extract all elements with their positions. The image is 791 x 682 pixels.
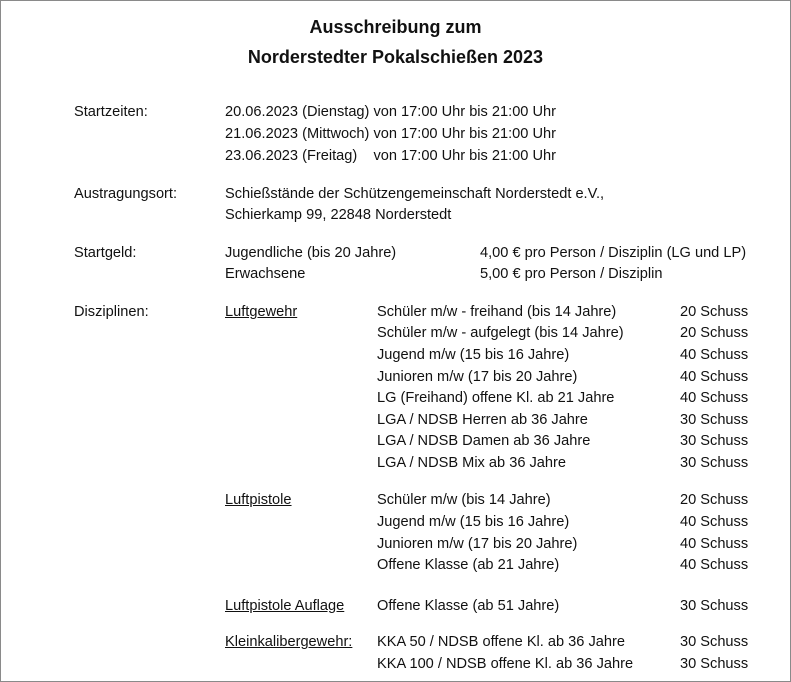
discipline-shots: 20 Schuss bbox=[680, 304, 749, 320]
discipline-shots: 20 Schuss bbox=[680, 325, 749, 341]
startgeld-label: Startgeld: bbox=[74, 245, 137, 261]
discipline-class: LGA / NDSB Herren ab 36 Jahre bbox=[377, 412, 588, 428]
discipline-shots: 20 Schuss bbox=[680, 492, 749, 508]
discipline-heading-kleinkalibergewehr: Kleinkalibergewehr: bbox=[225, 634, 353, 650]
startgeld-group: Erwachsene bbox=[225, 266, 306, 282]
discipline-class: LG (Freihand) offene Kl. ab 21 Jahre bbox=[377, 390, 615, 406]
discipline-shots: 40 Schuss bbox=[680, 514, 749, 530]
disziplinen-label: Disziplinen: bbox=[74, 304, 149, 320]
discipline-shots: 40 Schuss bbox=[680, 347, 749, 363]
discipline-class: LGA / NDSB Damen ab 36 Jahre bbox=[377, 433, 591, 449]
discipline-class: Schüler m/w (bis 14 Jahre) bbox=[377, 492, 551, 508]
startzeit-line: 20.06.2023 (Dienstag) von 17:00 Uhr bis 21:00 Uhr bbox=[225, 104, 556, 120]
discipline-shots: 30 Schuss bbox=[680, 634, 749, 650]
discipline-class: Junioren m/w (17 bis 20 Jahre) bbox=[377, 536, 578, 552]
startzeiten-label: Startzeiten: bbox=[74, 104, 148, 120]
discipline-shots: 30 Schuss bbox=[680, 433, 749, 449]
austragungsort-line: Schießstände der Schützengemeinschaft Norderstedt e.V., bbox=[225, 186, 605, 202]
discipline-shots: 40 Schuss bbox=[680, 557, 749, 573]
discipline-class: Junioren m/w (17 bis 20 Jahre) bbox=[377, 369, 578, 385]
austragungsort-line: Schierkamp 99, 22848 Norderstedt bbox=[225, 207, 452, 223]
discipline-class: Offene Klasse (ab 51 Jahre) bbox=[377, 598, 560, 614]
startzeit-line: 21.06.2023 (Mittwoch) von 17:00 Uhr bis 21:00 Uhr bbox=[225, 126, 556, 142]
discipline-class: KKA 100 / NDSB offene Kl. ab 36 Jahre bbox=[377, 656, 634, 672]
discipline-heading-luftpistole: Luftpistole bbox=[225, 492, 292, 508]
startgeld-group: Jugendliche (bis 20 Jahre) bbox=[225, 245, 397, 261]
discipline-shots: 40 Schuss bbox=[680, 536, 749, 552]
title-line-1: Ausschreibung zum bbox=[309, 17, 482, 37]
discipline-class: Schüler m/w - freihand (bis 14 Jahre) bbox=[377, 304, 617, 320]
discipline-class: Jugend m/w (15 bis 16 Jahre) bbox=[377, 347, 570, 363]
discipline-shots: 40 Schuss bbox=[680, 390, 749, 406]
discipline-class: Jugend m/w (15 bis 16 Jahre) bbox=[377, 514, 570, 530]
discipline-class: Offene Klasse (ab 21 Jahre) bbox=[377, 557, 560, 573]
startgeld-price: 5,00 € pro Person / Disziplin bbox=[480, 266, 663, 282]
title-line-2: Norderstedter Pokalschießen 2023 bbox=[247, 47, 544, 67]
discipline-class: Schüler m/w - aufgelegt (bis 14 Jahre) bbox=[377, 325, 624, 341]
startgeld-price: 4,00 € pro Person / Disziplin (LG und LP) bbox=[480, 245, 747, 261]
discipline-shots: 30 Schuss bbox=[680, 455, 749, 471]
discipline-heading-luftpistole-auflage: Luftpistole Auflage bbox=[225, 598, 345, 614]
discipline-shots: 40 Schuss bbox=[680, 369, 749, 385]
discipline-shots: 30 Schuss bbox=[680, 598, 749, 614]
discipline-heading-luftgewehr: Luftgewehr bbox=[225, 304, 298, 320]
discipline-shots: 30 Schuss bbox=[680, 656, 749, 672]
discipline-shots: 30 Schuss bbox=[680, 412, 749, 428]
discipline-class: LGA / NDSB Mix ab 36 Jahre bbox=[377, 455, 566, 471]
discipline-class: KKA 50 / NDSB offene Kl. ab 36 Jahre bbox=[377, 634, 625, 650]
austragungsort-label: Austragungsort: bbox=[74, 186, 178, 202]
startzeit-line: 23.06.2023 (Freitag) von 17:00 Uhr bis 21:00 Uhr bbox=[225, 148, 556, 164]
